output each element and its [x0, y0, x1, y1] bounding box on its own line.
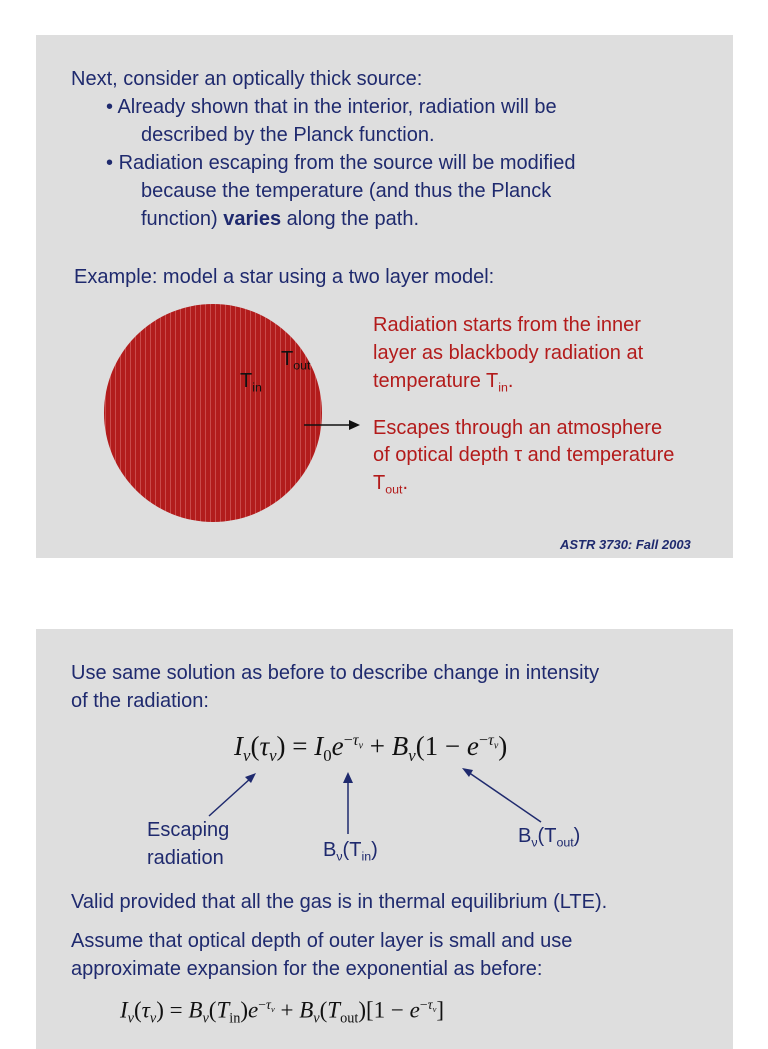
approx-equation: $I_\nu(\tau_\nu) = B_\nu(T_{in})e^{-\tau_\nu} + B_\nu(T_{out})[1 - e^{-\tau_\nu}]$ [120, 997, 445, 1027]
bullet-2-line-2: because the temperature (and thus the Planck [141, 180, 552, 202]
note-2-line-1: Escapes through an atmosphere [373, 417, 663, 439]
star-label-tout: $T_{out}$ [281, 348, 311, 373]
bullet-1-text: Already shown that in the interior, radiation will be [117, 96, 557, 118]
note-1-line-1: Radiation starts from the inner [373, 314, 641, 336]
footer-course: ASTR 3730: Fall 2003 [560, 537, 691, 552]
intro-text: Next, consider an optically thick source: [71, 68, 423, 90]
assume-line-1: Assume that optical depth of outer layer is small and use [71, 930, 573, 952]
example-text: Example: model a star using a two layer model: [74, 266, 495, 288]
valid-text: Valid provided that all the gas is in thermal equilibrium (LTE). [71, 891, 608, 913]
note-2-line-3: $T_{out}$. [373, 472, 409, 497]
assume-line-2: approximate expansion for the exponential as before: [71, 958, 543, 980]
bullet-2-line-3: function) varies along the path. [141, 208, 419, 230]
label-escaping-line-2: radiation [147, 847, 224, 869]
note-2-line-2: of optical depth τ and temperature [373, 444, 675, 466]
equation-arrows [36, 629, 733, 1049]
slide-2-line-1: Use same solution as before to describe change in intensity [71, 662, 600, 684]
bullet-1-line-1: • Already shown that in the interior, radiation will be [106, 96, 557, 118]
bullet-2-text: Radiation escaping from the source will be modified [118, 152, 576, 174]
note-1-line-3: temperature $T_{in}$. [373, 370, 514, 395]
star-circle [104, 304, 322, 522]
slide-1 [36, 35, 733, 558]
bold-varies: varies [223, 208, 282, 230]
note-1-line-2: layer as blackbody radiation at [373, 342, 644, 364]
arrow-head-icon [343, 772, 353, 783]
label-bnu-tout: $B_\nu(T_{out})$ [518, 825, 581, 850]
slide-2-line-2: of the radiation: [71, 690, 209, 712]
label-bnu-tin: $B_\nu(T_{in})$ [323, 839, 378, 864]
intensity-equation: $I_\nu(\tau_\nu) = I_0e^{-\tau_\nu} + B_\nu(1 - e^{-\tau_\nu})$ [234, 731, 508, 765]
bullet-1-line-2: described by the Planck function. [141, 124, 435, 146]
star-label-tin: $T_{in}$ [240, 370, 262, 395]
bullet-2-line-1: • Radiation escaping from the source will be modified [106, 152, 576, 174]
label-escaping-line-1: Escaping [147, 819, 230, 841]
arrow-head-icon [349, 420, 360, 430]
arrow-head-icon [462, 768, 473, 777]
slide-2 [36, 629, 733, 1049]
